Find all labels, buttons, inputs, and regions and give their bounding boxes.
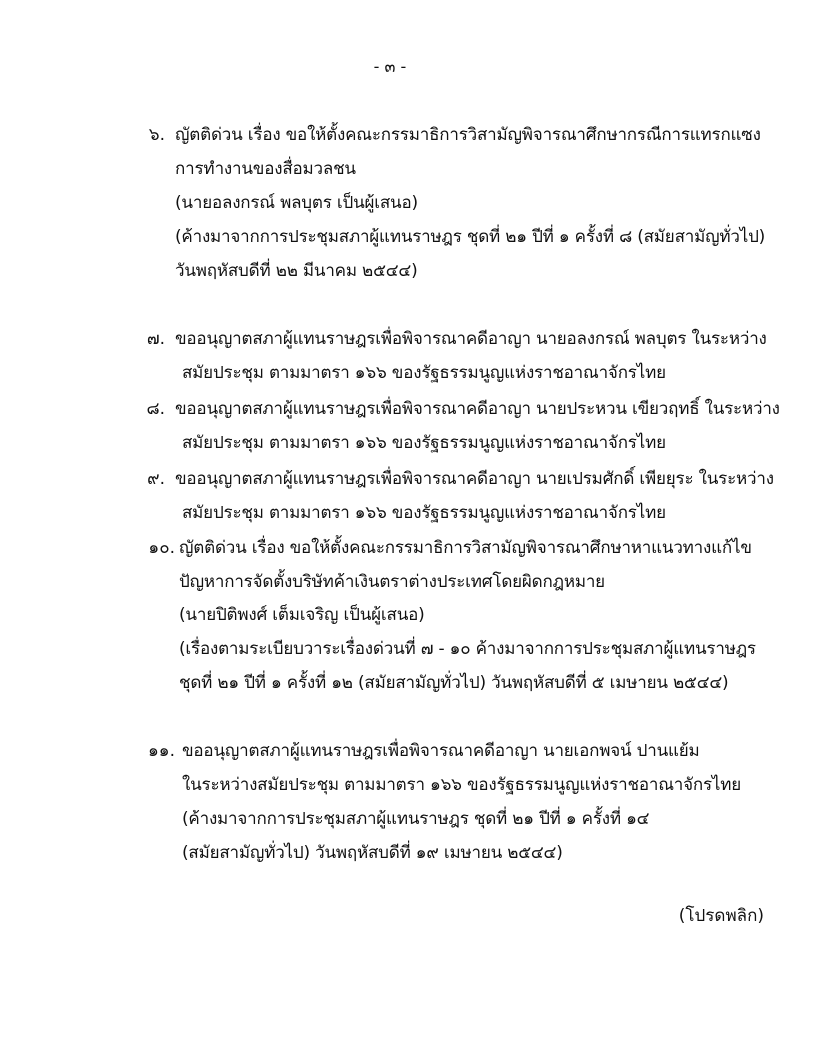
item-line: ขออนุญาตสภาผู้แทนราษฎรเพื่อพิจารณาคดีอาญา นายประหวน เขียวฤทธิ์ ในระหว่าง [175,399,780,419]
item-line: สมัยประชุม ตามมาตรา ๑๖๖ ของรัฐธรรมนูญแห่งราชอาณาจักรไทย [182,363,666,383]
item-line: (ค้างมาจากการประชุมสภาผู้แทนราษฎร ชุดที่ ๒๑ ปีที่ ๑ ครั้งที่ ๘ (สมัยสามัญทั่วไป) [175,227,766,247]
item-number: ๑๑. [148,741,175,761]
item-line: (เรื่องตามระเบียบวาระเรื่องด่วนที่ ๗ - ๑๐ ค้างมาจากการประชุมสภาผู้แทนราษฎร [179,639,756,659]
item-line: สมัยประชุม ตามมาตรา ๑๖๖ ของรัฐธรรมนูญแห่งราชอาณาจักรไทย [182,503,666,523]
footer-note: (โปรดพลิก) [678,906,764,926]
item-line: ขออนุญาตสภาผู้แทนราษฎรเพื่อพิจารณาคดีอาญา นายเอกพจน์ ปานแย้ม [182,741,700,761]
item-line: การทำงานของสื่อมวลชน [175,159,356,179]
item-number: ๗. [146,329,165,349]
item-line: ชุดที่ ๒๑ ปีที่ ๑ ครั้งที่ ๑๒ (สมัยสามัญทั่วไป) วันพฤหัสบดีที่ ๕ เมษายน ๒๕๔๔) [179,673,729,693]
item-line: ญัตติด่วน เรื่อง ขอให้ตั้งคณะกรรมาธิการวิสามัญพิจารณาศึกษากรณีการแทรกแซง [175,125,761,145]
item-line: (ค้างมาจากการประชุมสภาผู้แทนราษฎร ชุดที่ ๒๑ ปีที่ ๑ ครั้งที่ ๑๔ [182,809,650,829]
item-line: ปัญหาการจัดตั้งบริษัทค้าเงินตราต่างประเทศโดยผิดกฎหมาย [179,572,605,592]
item-line: สมัยประชุม ตามมาตรา ๑๖๖ ของรัฐธรรมนูญแห่งราชอาณาจักรไทย [182,433,666,453]
item-number: ๖. [148,125,165,145]
item-line: ขออนุญาตสภาผู้แทนราษฎรเพื่อพิจารณาคดีอาญา นายเปรมศักดิ์ เพียยุระ ในระหว่าง [175,469,774,489]
item-line: ขออนุญาตสภาผู้แทนราษฎรเพื่อพิจารณาคดีอาญา นายอลงกรณ์ พลบุตร ในระหว่าง [175,329,767,349]
item-number: ๙. [147,469,165,489]
item-number: ๘. [146,399,165,419]
item-line: ญัตติด่วน เรื่อง ขอให้ตั้งคณะกรรมาธิการวิสามัญพิจารณาศึกษาหาแนวทางแก้ไข [179,538,752,558]
item-line: วันพฤหัสบดีที่ ๒๒ มีนาคม ๒๕๔๔) [175,261,418,281]
item-line: ในระหว่างสมัยประชุม ตามมาตรา ๑๖๖ ของรัฐธรรมนูญแห่งราชอาณาจักรไทย [182,775,742,795]
item-line: (สมัยสามัญทั่วไป) วันพฤหัสบดีที่ ๑๙ เมษายน ๒๕๔๔) [182,843,563,863]
page-number: - ๓ - [373,57,407,76]
item-number: ๑๐. [148,538,175,558]
item-line: (นายอลงกรณ์ พลบุตร เป็นผู้เสนอ) [175,193,418,213]
item-line: (นายปิติพงศ์ เต็มเจริญ เป็นผู้เสนอ) [179,605,425,625]
